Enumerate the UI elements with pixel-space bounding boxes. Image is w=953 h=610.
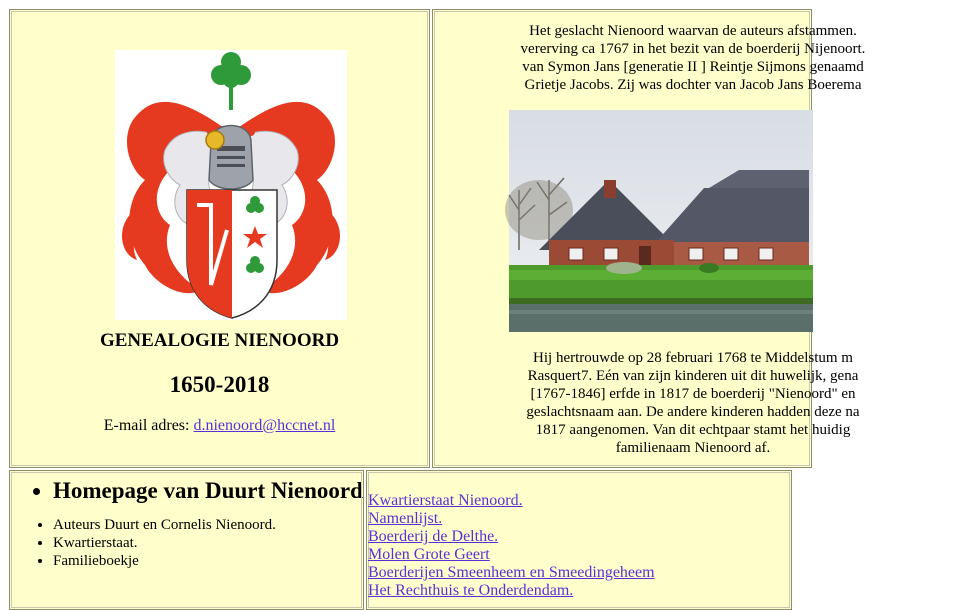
link-rechthuis-onderdendam[interactable]: Het Rechthuis te Onderdendam.: [368, 582, 574, 599]
menu-item-kwartierstaat[interactable]: • Kwartierstaat.: [53, 534, 363, 552]
text-line: vererving ca 1767 in het bezit van de boerderij Nijenoort.: [520, 41, 866, 57]
link-namenlijst[interactable]: Namenlijst.: [368, 510, 443, 527]
email-line: [10, 417, 429, 435]
menu-panel: [9, 470, 364, 610]
text-line: Hij hertrouwde op 28 februari 1768 te Middelstum m: [533, 350, 853, 366]
link-boerderijen-smeenheem[interactable]: Boerderijen Smeenheem en Smeedingeheem: [368, 564, 655, 581]
menu-item-authors[interactable]: • Auteurs Duurt en Cornelis Nienoord.: [53, 516, 363, 534]
site-title: GENEALOGIE NIENOORD: [99, 330, 340, 351]
email-label: E-mail adres:: [103, 417, 190, 434]
text-line: Rasquert7. Eén van zijn kinderen uit dit huwelijk, gena: [527, 368, 859, 384]
text-line: Grietje Jacobs. Zij was dochter van Jacob Jans Boerema: [524, 77, 862, 93]
text-line: 1817 aangenomen. Van dit echtpaar stamt het huidig: [535, 422, 851, 438]
link-molen-grote-geert[interactable]: Molen Grote Geert: [368, 546, 490, 563]
menu-item-familieboekje[interactable]: • Familieboekje: [53, 552, 363, 570]
links-panel: [366, 470, 792, 610]
link-kwartierstaat-nienoord[interactable]: Kwartierstaat Nienoord.: [368, 492, 523, 509]
text-line: familienaam Nienoord af.: [615, 440, 771, 456]
farmhouse-photo: [509, 110, 813, 332]
text-line: geslachtsnaam aan. De andere kinderen hadden deze na: [526, 404, 860, 420]
link-boerderij-de-delthe[interactable]: Boerderij de Delthe.: [368, 528, 499, 545]
intro-paragraph-top: [433, 22, 953, 94]
menu-list: [10, 516, 363, 570]
coat-of-arms-icon: [115, 50, 347, 320]
link-list: [368, 492, 655, 600]
homepage-title: • Homepage van Duurt Nienoord: [53, 477, 363, 504]
intro-paragraph-bottom: [433, 349, 953, 457]
logo-panel: [9, 9, 430, 468]
year-range: 1650-2018: [169, 372, 270, 397]
text-line: Het geslacht Nienoord waarvan de auteurs afstammen.: [529, 23, 857, 39]
menu-title-list: [10, 477, 363, 504]
text-line: [1767-1846] erfde in 1817 de boerderij "Nienoord" en: [530, 386, 856, 402]
text-line: van Symon Jans [generatie II ] Reintje Sijmons genaamd: [522, 59, 864, 75]
email-link[interactable]: d.nienoord@hccnet.nl: [193, 417, 336, 434]
intro-panel: [432, 9, 866, 468]
